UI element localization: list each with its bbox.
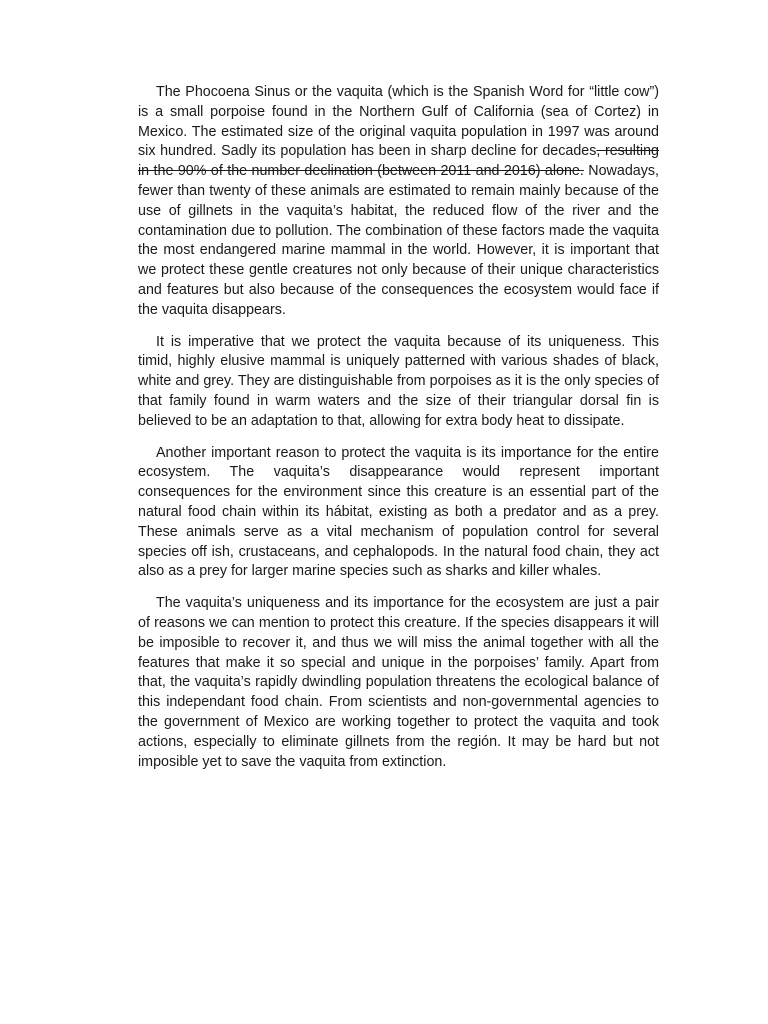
paragraph-uniqueness: It is imperative that we protect the vaquita because of its uniqueness. This timid, highly elusive mammal is uniquely patterned with various shades of black, white and grey. They are distinguishable from porpoises as it is the only species of that family found in warm waters and the size of their triangular dorsal fin is believed to be an adaptation to that, allowing for extra body heat to dissipate. xyxy=(138,333,659,429)
paragraph-ecosystem: Another important reason to protect the vaquita is its importance for the entire ecosystem. The vaquita’s disappearance would represent important consequences for the environment since this creature is an essential part of the natural food chain within its hábitat, existing as both a predator and as a prey. These animals serve as a vital mechanism of population control for several species off ish, crustaceans, and cephalopods. In the natural food chain, they act also as a prey for larger marine species such as sharks and killer whales. xyxy=(138,444,659,580)
struck-text: , resulting in the 90% of the number declination (between 2011 and 2016) alone. xyxy=(138,143,659,180)
document-page xyxy=(138,83,659,784)
intro-text-continued: Nowadays, fewer than twenty of these animals are estimated to remain mainly because of the use of gillnets in the vaquita’s habitat, the reduced flow of the river and the contamination due to pollution. The combination of these factors made the vaquita the most endangered marine mammal in the world. However, it is important that we protect these gentle creatures not only because of their unique characteristics and features but also because of the consequences the ecosystem would face if the vaquita disappears. xyxy=(138,163,659,318)
paragraph-conclusion: The vaquita’s uniqueness and its importance for the ecosystem are just a pair of reasons we can mention to protect this creature. If the species disappears it will be imposible to recover it, and thus we will miss the animal together with all the features that make it so special and unique in the porpoises’ family. Apart from that, the vaquita’s rapidly dwindling population threatens the ecological balance of this independant food chain. From scientists and non-governmental agencies to the government of Mexico are working together to protect the vaquita and took actions, especially to eliminate gillnets from the región. It may be hard but not imposible yet to save the vaquita from extinction. xyxy=(138,595,659,770)
intro-text: The Phocoena Sinus or the vaquita (which is the Spanish Word for “little cow”) is a small porpoise found in the Northern Gulf of California (sea of Cortez) in Mexico. The estimated size of the original vaquita population in 1997 was around six hundred. Sadly its population has been in sharp decline for decades xyxy=(138,84,659,160)
paragraph-intro xyxy=(138,83,659,321)
